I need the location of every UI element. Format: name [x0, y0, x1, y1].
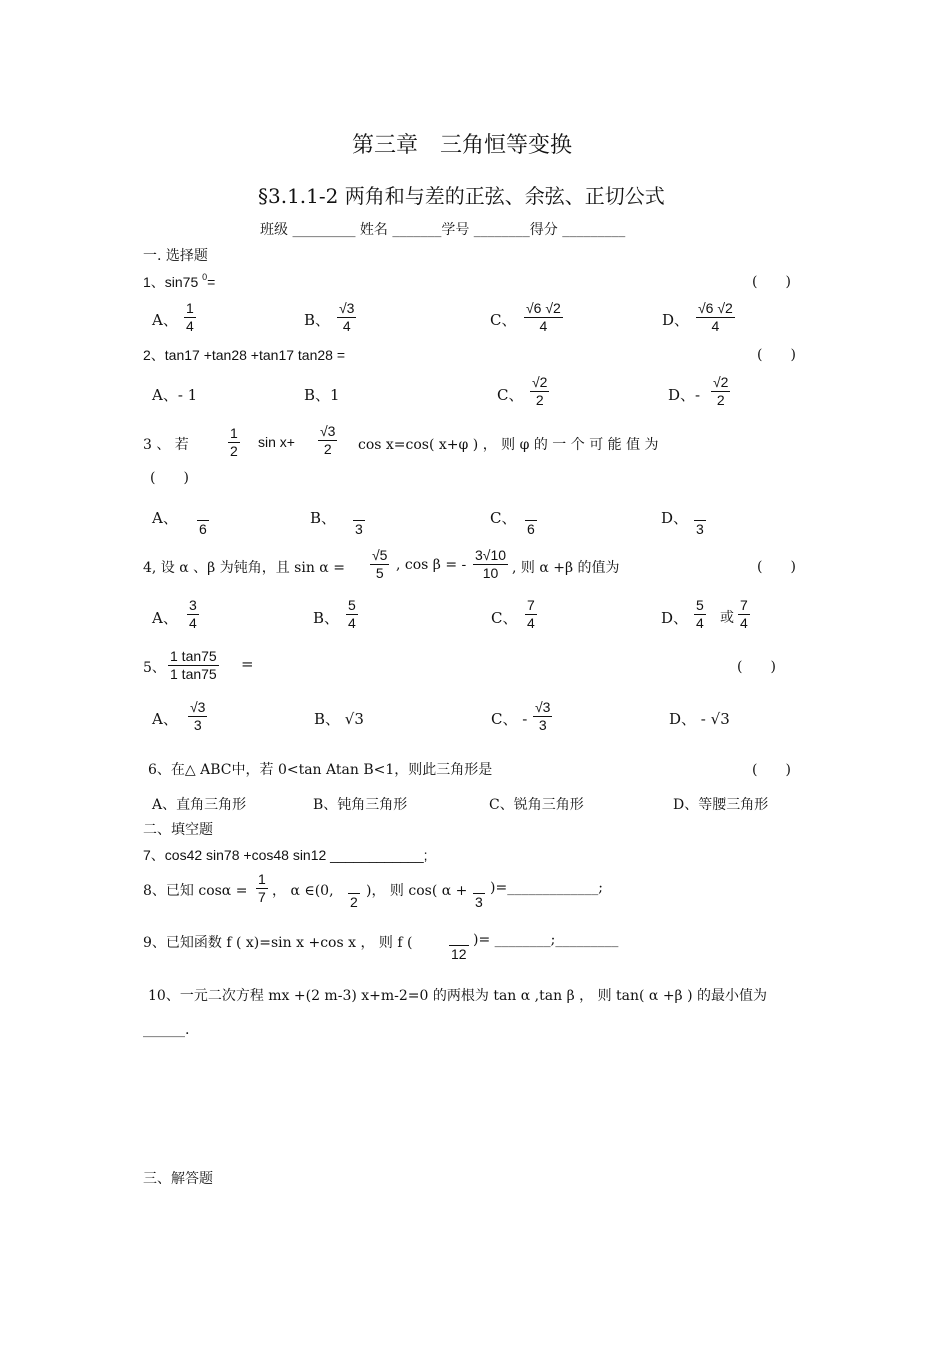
q3-answer-paren: ( ) — [150, 470, 189, 486]
q5-option-b: B、 √3 — [314, 710, 364, 728]
q4-fraction-1: $\frac{√5}{5}$ — [372, 547, 388, 581]
q2-stem: 2、tan17 +tan28 +tan17 tan28 = — [143, 347, 346, 363]
q1-option-c-fraction: $\frac{√6 √2}{4}$ — [526, 300, 561, 334]
q1-option-d-fraction: $\frac{√6 √2}{4}$ — [698, 300, 733, 334]
q1-option-d-label: D、 — [662, 311, 690, 329]
q4-option-d-label: D、 — [661, 609, 689, 627]
q3-option-a-label: A、 — [152, 509, 178, 527]
q3-fraction-1: $\frac{1}{2}$ — [230, 425, 238, 459]
q2-option-d-fraction: $\frac{√2}{2}$ — [713, 374, 729, 408]
q1-option-b-fraction: $\frac{√3}{4}$ — [339, 300, 355, 334]
q1-option-b-label: B、 — [304, 311, 331, 329]
q6-answer-paren: ( ) — [752, 762, 791, 778]
q4-fraction-2: $\frac{3√10}{10}$ — [475, 547, 507, 581]
q3-option-a-fraction: 6 — [197, 503, 209, 538]
q3-fraction-2: $\frac{√3}{2}$ — [320, 423, 336, 457]
q8-fraction-2: 2 — [348, 876, 360, 911]
q2-option-b: B、1 — [304, 386, 340, 404]
q9-prefix: 9、已知函数 f ( x)=sin x +cos x ， 则 f ( — [143, 935, 413, 951]
q6-option-a: A、直角三角形 — [152, 797, 247, 813]
q8-cos-term: )， 则 cos( α + — [366, 883, 468, 899]
q3-option-c-fraction: 6 — [525, 503, 537, 538]
q2-option-d-label: D、- — [668, 386, 701, 404]
q4-answer-paren: ( ) — [757, 559, 796, 575]
q9-fraction: 12 — [449, 928, 469, 963]
q3-stem-rest: cos x=cos( x+φ ) ， 则 φ 的 一 个 可 能 值 为 — [358, 437, 659, 453]
q3-option-b-fraction: 3 — [353, 503, 365, 538]
q4-stem-rest: , 则 α +β 的值为 — [512, 560, 620, 576]
section-choice-heading: 一. 选择题 — [143, 248, 208, 264]
student-info-line: 班级 _________ 姓名 _______学号 ________得分 _________ — [260, 222, 626, 238]
q5-label: 5、 — [143, 660, 166, 676]
q5-option-a-label: A、 — [152, 710, 178, 728]
q9-blank: )= ________;_________ — [473, 932, 619, 948]
q6-option-d: D、等腰三角形 — [673, 797, 769, 813]
q5-fraction: $\frac{1 \tan 75}{1 \tan 75}$ — [170, 648, 217, 682]
q4-option-d-fraction-2: $\frac{7}{4}$ — [740, 597, 748, 631]
q8-interval: ， α ∈(0, — [272, 883, 334, 899]
q4-option-a-fraction: $\frac{3}{4}$ — [189, 597, 197, 631]
q1-answer-paren: ( ) — [752, 274, 791, 290]
q4-cos-term: , cos β = - — [396, 557, 467, 573]
chapter-title: 第三章 三角恒等变换 — [352, 133, 573, 158]
q2-answer-paren: ( ) — [757, 347, 796, 363]
q6-option-c: C、锐角三角形 — [489, 797, 584, 813]
q7-stem: 7、cos42 sin78 +cos48 sin12 ____________; — [143, 847, 428, 863]
section-title: §3.1.1-2 两角和与差的正弦、余弦、正切公式 — [258, 184, 665, 208]
q4-option-d-or: 或 — [720, 610, 734, 626]
q2-option-c-label: C、 — [497, 386, 524, 404]
q4-option-c-label: C、 — [491, 609, 518, 627]
q3-option-b-label: B、 — [310, 509, 337, 527]
q4-option-a-label: A、 — [152, 609, 178, 627]
q3-option-d-label: D、 — [661, 509, 689, 527]
q5-option-c-fraction: $\frac{√3}{3}$ — [535, 699, 551, 733]
q4-option-b-label: B、 — [313, 609, 340, 627]
q3-option-c-label: C、 — [490, 509, 517, 527]
q1-option-c-label: C、 — [490, 311, 517, 329]
q1-stem: 1、sin75 $^0$= — [143, 272, 216, 290]
q3-option-d-fraction: 3 — [694, 503, 706, 538]
q1-option-a-label: A、 — [152, 311, 178, 329]
q6-option-b: B、钝角三角形 — [313, 797, 408, 813]
section-fill-heading: 二、填空题 — [143, 822, 213, 838]
q4-option-d-fraction: $\frac{5}{4}$ — [696, 597, 704, 631]
section-solve-heading: 三、解答题 — [143, 1171, 213, 1187]
q8-blank: )=_____________; — [490, 880, 603, 896]
q5-equals: = — [241, 655, 254, 673]
q10-stem: 10、一元二次方程 mx +(2 m-3) x+m-2=0 的两根为 tan α ,tan β ， 则 tan( α +β ) 的最小值为 — [148, 988, 768, 1004]
q10-blank: ______. — [143, 1022, 190, 1038]
q3-prefix: 3 、 若 — [143, 437, 189, 453]
q5-option-d: D、 - √3 — [669, 710, 730, 728]
q8-fraction-3: 3 — [473, 876, 485, 911]
q5-option-a-fraction: $\frac{√3}{3}$ — [190, 699, 206, 733]
q4-option-b-fraction: $\frac{5}{4}$ — [348, 597, 356, 631]
q8-fraction-1: $\frac{1}{7}$ — [258, 871, 266, 905]
q4-prefix: 4, 设 α 、β 为钝角，且 sin α = — [143, 560, 345, 576]
q8-prefix: 8、已知 cosα = — [143, 883, 248, 899]
q5-option-c-label: C、 - — [491, 710, 528, 728]
q2-option-c-fraction: $\frac{√2}{2}$ — [532, 374, 548, 408]
q2-option-a: A、- 1 — [152, 386, 198, 404]
q1-option-a-fraction: $\frac{1}{4}$ — [186, 300, 194, 334]
q5-answer-paren: ( ) — [737, 659, 776, 675]
q4-option-c-fraction: $\frac{7}{4}$ — [527, 597, 535, 631]
q3-sin-term: sin x+ — [258, 434, 295, 450]
q6-stem: 6、在△ ABC中，若 0<tan Atan B<1，则此三角形是 — [148, 762, 493, 778]
